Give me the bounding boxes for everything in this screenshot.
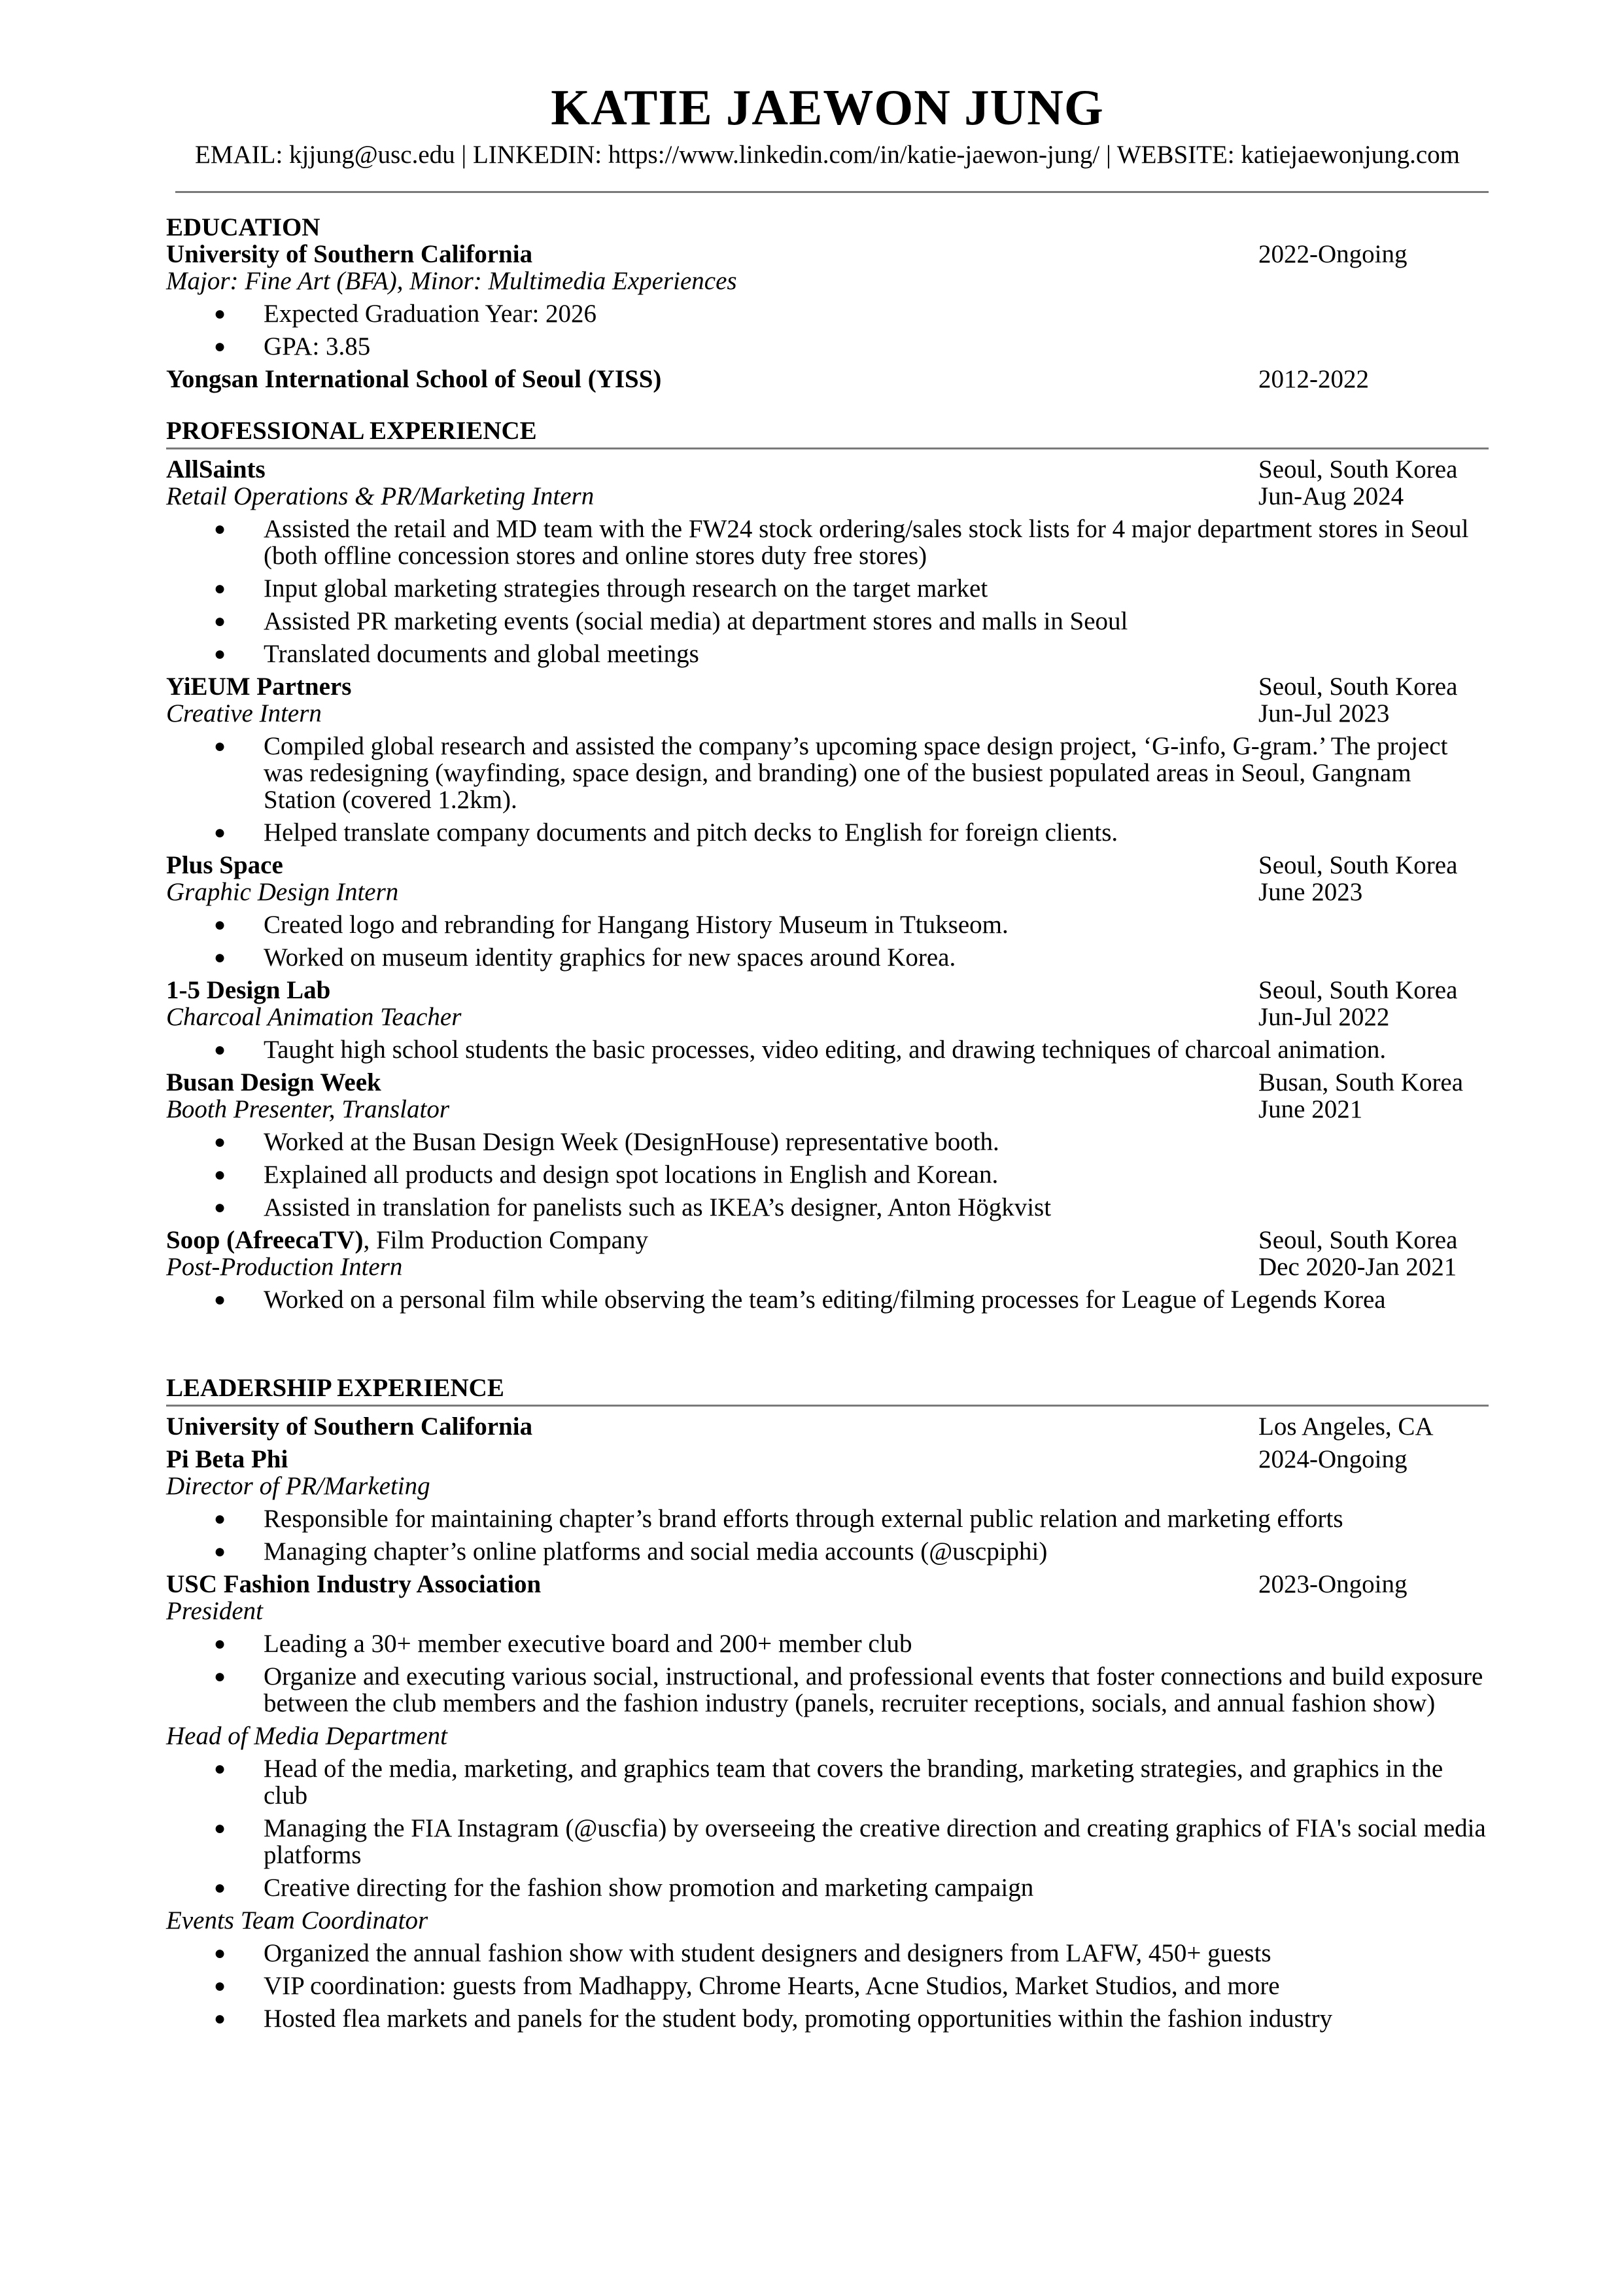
job-location: Seoul, South Korea <box>1258 976 1458 1004</box>
major-line: Major: Fine Art (BFA), Minor: Multimedia Experiences <box>166 267 737 295</box>
job-role: Post-Production Intern <box>166 1253 403 1281</box>
entry-header <box>166 1446 1489 1473</box>
school-name: Yongsan International School of Seoul (YISS) <box>166 365 662 393</box>
entry-name: Pi Beta Phi <box>166 1445 288 1473</box>
job-org: Plus Space <box>166 851 283 879</box>
job-location: Seoul, South Korea <box>1258 673 1458 701</box>
contact-line: EMAIL: kjjung@usc.edu | LINKEDIN: https://www.linkedin.com/in/katie-jaewon-jung/ | WEBSITE: katiejaewonjung.com <box>194 141 1460 169</box>
list-item: ● Leading a 30+ member executive board and 200+ member club <box>166 1630 1489 1657</box>
entry-bullets <box>166 1755 1489 1901</box>
job-subheader <box>166 483 1489 510</box>
entry-role: Head of Media Department <box>166 1722 447 1750</box>
job-bullets <box>166 911 1489 971</box>
education-section <box>166 214 1489 393</box>
leadership-org: University of Southern California <box>166 1412 533 1441</box>
entry-header <box>166 1571 1489 1598</box>
leadership-location: Los Angeles, CA <box>1258 1412 1434 1441</box>
school-dates: 2012-2022 <box>1258 365 1369 393</box>
candidate-name: KATIE JAEWON JUNG <box>551 79 1104 135</box>
job-bullets <box>166 516 1489 667</box>
list-item: ● Taught high school students the basic processes, video editing, and drawing techniques of charcoal animation. <box>166 1036 1502 1063</box>
job-entry-yieum <box>166 673 1489 846</box>
job-header <box>166 1069 1489 1096</box>
job-org-line <box>166 1227 648 1253</box>
job-org: 1-5 Design Lab <box>166 976 331 1004</box>
leadership-heading: LEADERSHIP EXPERIENCE <box>166 1375 1489 1407</box>
job-dates: Jun-Aug 2024 <box>1258 482 1404 510</box>
job-entry-busan-design-week <box>166 1069 1489 1221</box>
job-header <box>166 673 1489 700</box>
education-bullets <box>166 300 1489 360</box>
list-item: ● Head of the media, marketing, and graphics team that covers the branding, marketing strategies, and graphics in the club <box>166 1755 1489 1809</box>
job-dates: June 2023 <box>1258 878 1363 906</box>
job-dates: Jun-Jul 2023 <box>1258 699 1390 727</box>
job-subheader <box>166 1004 1489 1030</box>
list-item: ● Responsible for maintaining chapter’s brand efforts through external public relation and marketing efforts <box>166 1505 1489 1532</box>
education-heading: EDUCATION <box>166 213 320 241</box>
job-entry-design-lab <box>166 977 1489 1063</box>
job-org: YiEUM Partners <box>166 673 352 701</box>
job-header <box>166 977 1489 1004</box>
job-location: Seoul, South Korea <box>1258 455 1458 483</box>
job-org: Busan Design Week <box>166 1068 381 1096</box>
job-location: Busan, South Korea <box>1258 1068 1464 1096</box>
list-item: ● Worked on museum identity graphics for new spaces around Korea. <box>166 944 1489 971</box>
job-header <box>166 1227 1489 1253</box>
education-entry-usc <box>166 241 1489 268</box>
entry-role: Director of PR/Marketing <box>166 1472 430 1500</box>
list-item: ● Explained all products and design spot locations in English and Korean. <box>166 1161 1489 1188</box>
header-divider <box>175 191 1489 193</box>
job-bullets <box>166 1286 1489 1313</box>
list-item: ● Input global marketing strategies through research on the target market <box>166 575 1489 602</box>
leadership-entry-fia <box>166 1571 1489 2032</box>
leadership-org-header <box>166 1413 1489 1440</box>
list-item: ● Worked on a personal film while observing the team’s editing/filming processes for League of Legends Korea <box>166 1286 1502 1313</box>
list-item: ● Assisted the retail and MD team with the FW24 stock ordering/sales stock lists for 4 major department stores in Seoul (both offline concession stores and online stores duty free stores) <box>166 516 1489 569</box>
list-item: ● GPA: 3.85 <box>166 333 1489 360</box>
entry-bullets <box>166 1505 1489 1565</box>
job-header <box>166 852 1489 879</box>
resume-header <box>166 0 1489 171</box>
list-item: ● Hosted flea markets and panels for the student body, promoting opportunities within the fashion industry <box>166 2005 1489 2032</box>
job-role: Graphic Design Intern <box>166 878 399 906</box>
list-item: ● Organized the annual fashion show with student designers and designers from LAFW, 450+ guests <box>166 1940 1489 1967</box>
job-role: Creative Intern <box>166 699 322 727</box>
job-dates: Jun-Jul 2022 <box>1258 1003 1390 1031</box>
entry-bullets <box>166 1940 1489 2032</box>
list-item: ● Organize and executing various social, instructional, and professional events that foster connections and build exposure between the club members and the fashion industry (panels, recruiter receptions, socials, and annual fashion show) <box>166 1663 1489 1717</box>
list-item: ● Creative directing for the fashion show promotion and marketing campaign <box>166 1874 1489 1901</box>
job-bullets <box>166 1129 1489 1221</box>
list-item: ● Managing chapter’s online platforms and social media accounts (@uscpiphi) <box>166 1538 1489 1565</box>
entry-dates: 2024-Ongoing <box>1258 1445 1408 1473</box>
job-location: Seoul, South Korea <box>1258 1226 1458 1254</box>
job-role: Charcoal Animation Teacher <box>166 1003 462 1031</box>
professional-heading: PROFESSIONAL EXPERIENCE <box>166 417 1489 449</box>
job-org-suffix: , Film Production Company <box>363 1226 648 1254</box>
list-item: ● Assisted in translation for panelists such as IKEA’s designer, Anton Högkvist <box>166 1194 1489 1221</box>
job-entry-plus-space <box>166 852 1489 971</box>
list-item: ● Assisted PR marketing events (social media) at department stores and malls in Seoul <box>166 608 1489 635</box>
entry-role: Events Team Coordinator <box>166 1906 428 1935</box>
list-item: ● VIP coordination: guests from Madhappy, Chrome Hearts, Acne Studios, Market Studios, and more <box>166 1972 1489 1999</box>
job-bullets <box>166 1036 1489 1063</box>
school-name: University of Southern California <box>166 240 533 268</box>
job-header <box>166 456 1489 483</box>
list-item: ● Compiled global research and assisted the company’s upcoming space design project, ‘G-info, G-gram.’ The project was redesigning (wayfinding, space design, and branding) one of the busiest populated areas in Seoul, Gangnam Station (covered 1.2km). <box>166 733 1489 813</box>
entry-role: President <box>166 1597 264 1625</box>
school-dates: 2022-Ongoing <box>1258 240 1408 268</box>
entry-bullets <box>166 1630 1489 1717</box>
list-item: ● Created logo and rebranding for Hangang History Museum in Ttukseom. <box>166 911 1489 938</box>
job-bullets <box>166 733 1489 846</box>
job-role: Retail Operations & PR/Marketing Intern <box>166 482 595 510</box>
job-location: Seoul, South Korea <box>1258 851 1458 879</box>
job-subheader <box>166 879 1489 905</box>
list-item: ● Translated documents and global meetings <box>166 640 1489 667</box>
list-item: ● Worked at the Busan Design Week (DesignHouse) representative booth. <box>166 1129 1489 1155</box>
job-entry-soop <box>166 1227 1489 1313</box>
job-dates: Dec 2020-Jan 2021 <box>1258 1253 1457 1281</box>
entry-name: USC Fashion Industry Association <box>166 1570 542 1598</box>
resume-body <box>166 214 1489 2032</box>
leadership-experience-section <box>166 1375 1489 2032</box>
job-org: AllSaints <box>166 455 266 483</box>
job-subheader <box>166 1253 1489 1280</box>
job-org: Soop (AfreecaTV) <box>166 1226 364 1254</box>
leadership-entry-pi-beta-phi <box>166 1446 1489 1565</box>
section-spacer <box>166 1313 1489 1375</box>
list-item: ● Managing the FIA Instagram (@uscfia) by overseeing the creative direction and creating graphics of FIA's social media platforms <box>166 1815 1489 1868</box>
professional-experience-section <box>166 417 1489 1313</box>
job-dates: June 2021 <box>1258 1095 1363 1123</box>
list-item: ● Helped translate company documents and pitch decks to English for foreign clients. <box>166 819 1489 846</box>
education-entry-yiss <box>166 366 1489 393</box>
list-item: ● Expected Graduation Year: 2026 <box>166 300 1489 327</box>
job-entry-allsaints <box>166 456 1489 667</box>
job-subheader <box>166 700 1489 727</box>
entry-dates: 2023-Ongoing <box>1258 1570 1408 1598</box>
job-subheader <box>166 1096 1489 1123</box>
job-role: Booth Presenter, Translator <box>166 1095 449 1123</box>
